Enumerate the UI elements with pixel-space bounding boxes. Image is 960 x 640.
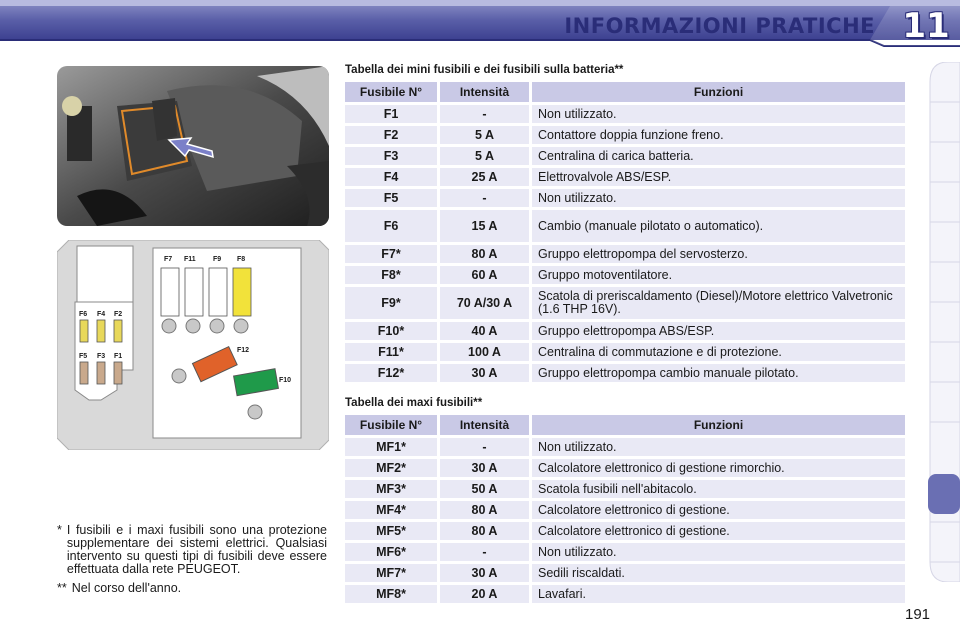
active-chapter-tab: [928, 474, 960, 514]
fuse-function: Centralina di commutazione e di protezione.: [529, 343, 905, 361]
fuse-id: MF2*: [345, 459, 437, 477]
table-row: [345, 364, 905, 382]
chapter-number: 11: [902, 6, 950, 46]
footnote-mark: **: [57, 581, 67, 595]
table-row: [345, 501, 905, 519]
fuse-amperage: 60 A: [437, 266, 529, 284]
fuse-function: Non utilizzato.: [529, 189, 905, 207]
fuse-amperage: 100 A: [437, 343, 529, 361]
label-f1: F1: [114, 353, 123, 360]
fuse-function: Non utilizzato.: [529, 438, 905, 456]
fuse-id: F11*: [345, 343, 437, 361]
fuse-amperage: 30 A: [437, 364, 529, 382]
fuse-amperage: -: [437, 189, 529, 207]
label-f6: F6: [79, 311, 88, 318]
fuse-amperage: 80 A: [437, 501, 529, 519]
fuse-amperage: 80 A: [437, 522, 529, 540]
fuse-amperage: 30 A: [437, 459, 529, 477]
fuse-amperage: 5 A: [437, 147, 529, 165]
footnote: [57, 524, 327, 576]
fuse-function: Calcolatore elettronico di gestione rimorchio.: [529, 459, 905, 477]
table-row: [345, 126, 905, 144]
label-f3: F3: [97, 353, 106, 360]
footnote: [57, 582, 327, 595]
fuse-function: Calcolatore elettronico di gestione.: [529, 501, 905, 519]
table-row: [345, 287, 905, 319]
fuse-id: F1: [345, 105, 437, 123]
label-f9: F9: [213, 256, 222, 263]
fuse-id: MF3*: [345, 480, 437, 498]
table-header-row: [345, 82, 905, 102]
fuse-function: Scatola di preriscaldamento (Diesel)/Motore elettrico Valvetronic (1.6 THP 16V).: [529, 287, 905, 319]
chapter-tab-strip: [926, 62, 960, 582]
fuse-id: MF8*: [345, 585, 437, 603]
footnote-text: I fusibili e i maxi fusibili sono una protezione supplementare dei sistemi elettrici. Qualsiasi intervento su questi tipi di fusibili deve essere effettuata dalla rete PEUGEOT.: [66, 523, 327, 576]
fuse-id: MF4*: [345, 501, 437, 519]
fuse-function: Cambio (manuale pilotato o automatico).: [529, 210, 905, 242]
fuse-function: Contattore doppia funzione freno.: [529, 126, 905, 144]
table-row: [345, 105, 905, 123]
label-f11: F11: [184, 256, 196, 263]
label-f8: F8: [237, 256, 246, 263]
table-row: [345, 522, 905, 540]
fuse-amperage: -: [437, 438, 529, 456]
maxi-fuse-table-title: Tabella dei maxi fusibili**: [345, 397, 483, 409]
page-number: 191: [905, 606, 931, 623]
footnote-mark: *: [57, 523, 62, 537]
fuse-box-diagram: [57, 240, 329, 450]
fuse-function: Non utilizzato.: [529, 543, 905, 561]
fuse-amperage: 50 A: [437, 480, 529, 498]
fuse-id: F12*: [345, 364, 437, 382]
table-row: [345, 147, 905, 165]
fuse-id: MF7*: [345, 564, 437, 582]
fuse-function: Lavafari.: [529, 585, 905, 603]
fuse-amperage: 80 A: [437, 245, 529, 263]
table-row: [345, 543, 905, 561]
fuse-id: F4: [345, 168, 437, 186]
column-header-fuse: Fusibile N°: [345, 415, 437, 435]
table-row: [345, 343, 905, 361]
mini-fuse-table: [345, 79, 905, 385]
table-row: [345, 480, 905, 498]
table-row: [345, 245, 905, 263]
mini-fuse-table-title: Tabella dei mini fusibili e dei fusibili sulla batteria**: [345, 64, 624, 76]
column-header-functions: Funzioni: [529, 415, 905, 435]
fuse-function: Scatola fusibili nell'abitacolo.: [529, 480, 905, 498]
fuse-amperage: 70 A/30 A: [437, 287, 529, 319]
fuse-id: MF1*: [345, 438, 437, 456]
fuse-function: Sedili riscaldati.: [529, 564, 905, 582]
fuse-function: Non utilizzato.: [529, 105, 905, 123]
table-row: [345, 438, 905, 456]
fuse-id: F6: [345, 210, 437, 242]
table-row: [345, 266, 905, 284]
fuse-id: F3: [345, 147, 437, 165]
fuse-function: Gruppo elettropompa cambio manuale pilotato.: [529, 364, 905, 382]
table-row: [345, 168, 905, 186]
fuse-id: F5: [345, 189, 437, 207]
label-f10: F10: [279, 377, 292, 384]
fuse-amperage: 40 A: [437, 322, 529, 340]
engine-bay-photo: [57, 66, 329, 226]
chapter-header: [0, 0, 960, 52]
fuse-amperage: -: [437, 543, 529, 561]
fuse-amperage: 5 A: [437, 126, 529, 144]
table-row: [345, 322, 905, 340]
fuse-id: F7*: [345, 245, 437, 263]
table-row: [345, 585, 905, 603]
fuse-amperage: -: [437, 105, 529, 123]
fuse-function: Elettrovalvole ABS/ESP.: [529, 168, 905, 186]
fuse-function: Centralina di carica batteria.: [529, 147, 905, 165]
footnotes: [57, 524, 327, 601]
fuse-id: F9*: [345, 287, 437, 319]
fuse-id: F2: [345, 126, 437, 144]
fuse-function: Calcolatore elettronico di gestione.: [529, 522, 905, 540]
table-row: [345, 564, 905, 582]
column-header-amperage: Intensità: [437, 415, 529, 435]
fuse-function: Gruppo motoventilatore.: [529, 266, 905, 284]
fuse-amperage: 15 A: [437, 210, 529, 242]
fuse-id: MF5*: [345, 522, 437, 540]
label-f7: F7: [164, 256, 173, 263]
chapter-title: INFORMAZIONI PRATICHE: [564, 14, 875, 38]
fuse-function: Gruppo elettropompa del servosterzo.: [529, 245, 905, 263]
column-header-amperage: Intensità: [437, 82, 529, 102]
fuse-function: Gruppo elettropompa ABS/ESP.: [529, 322, 905, 340]
fuse-amperage: 30 A: [437, 564, 529, 582]
fuse-amperage: 20 A: [437, 585, 529, 603]
label-f12: F12: [237, 347, 250, 354]
label-f4: F4: [97, 311, 106, 318]
fuse-id: F8*: [345, 266, 437, 284]
fuse-amperage: 25 A: [437, 168, 529, 186]
label-f2: F2: [114, 311, 123, 318]
table-header-row: [345, 415, 905, 435]
table-row: [345, 210, 905, 242]
maxi-fuse-table: [345, 412, 905, 606]
footnote-text: Nel corso dell'anno.: [71, 581, 182, 595]
table-row: [345, 189, 905, 207]
label-f5: F5: [79, 353, 88, 360]
column-header-functions: Funzioni: [529, 82, 905, 102]
fuse-id: MF6*: [345, 543, 437, 561]
table-row: [345, 459, 905, 477]
fuse-id: F10*: [345, 322, 437, 340]
column-header-fuse: Fusibile N°: [345, 82, 437, 102]
